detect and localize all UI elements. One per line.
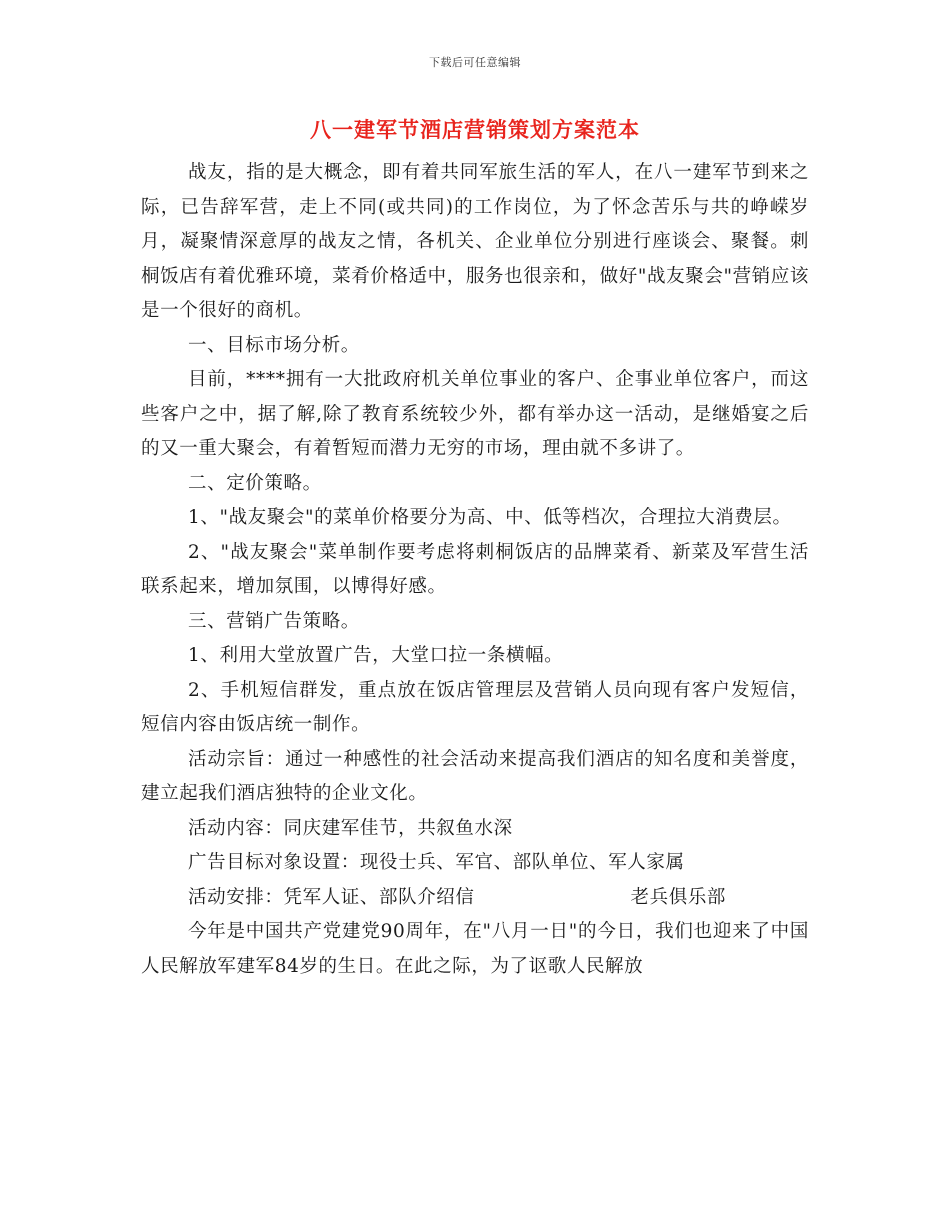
document-title: 八一建军节酒店营销策划方案范本 — [310, 117, 640, 142]
section-heading-pricing: 二、定价策略。 — [188, 472, 322, 494]
arrangement-club: 老兵俱乐部 — [630, 886, 727, 908]
section-heading-target-market: 一、目标市场分析。 — [188, 334, 360, 356]
paragraph-ad-target: 广告目标对象设置：现役士兵、军官、部队单位、军人家属 — [188, 852, 685, 873]
paragraph-pricing-2: 2、"战友聚会"菜单制作要考虑将刺桐饭店的品牌菜肴、新菜及军营生活联系起来，增加氛围，以博得好感。 — [141, 541, 809, 597]
paragraph-target-market: 目前，****拥有一大批政府机关单位事业的客户、企事业单位客户，而这些客户之中，据了解,除了教育系统较少外，都有举办这一活动，是继婚宴之后的又一重大聚会，有着暂短而潜力无穷的市场，理由就不多讲了。 — [141, 369, 809, 459]
paragraph-activity-purpose: 活动宗旨：通过一种感性的社会活动来提高我们酒店的知名度和美誉度，建立起我们酒店独特的企业文化。 — [141, 748, 809, 804]
paragraph-advertising-2: 2、手机短信群发，重点放在饭店管理层及营销人员向现有客户发短信，短信内容由饭店统一制作。 — [141, 679, 809, 735]
paragraph-pricing-1: 1、"战友聚会"的菜单价格要分为高、中、低等档次，合理拉大消费层。 — [188, 507, 792, 528]
section-heading-advertising: 三、营销广告策略。 — [188, 610, 360, 632]
arrangement-label: 活动安排：凭军人证、部队介绍信 — [188, 886, 475, 908]
page-header-note: 下载后可任意编辑 — [429, 56, 521, 69]
paragraph-advertising-1: 1、利用大堂放置广告，大堂口拉一条横幅。 — [188, 645, 564, 666]
paragraph-closing: 今年是中国共产党建党90周年，在"八月一日"的今日，我们也迎来了中国人民解放军建军84岁的生日。在此之际，为了讴歌人民解放 — [141, 921, 809, 977]
paragraph-intro: 战友，指的是大概念，即有着共同军旅生活的军人，在八一建军节到来之际，已告辞军营，走上不同(或共同)的工作岗位，为了怀念苦乐与共的峥嵘岁月，凝聚情深意厚的战友之情，各机关、企业单位分别进行座谈会、聚餐。刺桐饭店有着优雅环境，菜肴价格适中，服务也很亲和，做好"战友聚会"营销应该是一个很好的商机。 — [141, 162, 809, 321]
paragraph-activity-arrangement — [141, 881, 809, 916]
paragraph-activity-content: 活动内容：同庆建军佳节，共叙鱼水深 — [188, 817, 513, 839]
document-body — [141, 156, 809, 984]
